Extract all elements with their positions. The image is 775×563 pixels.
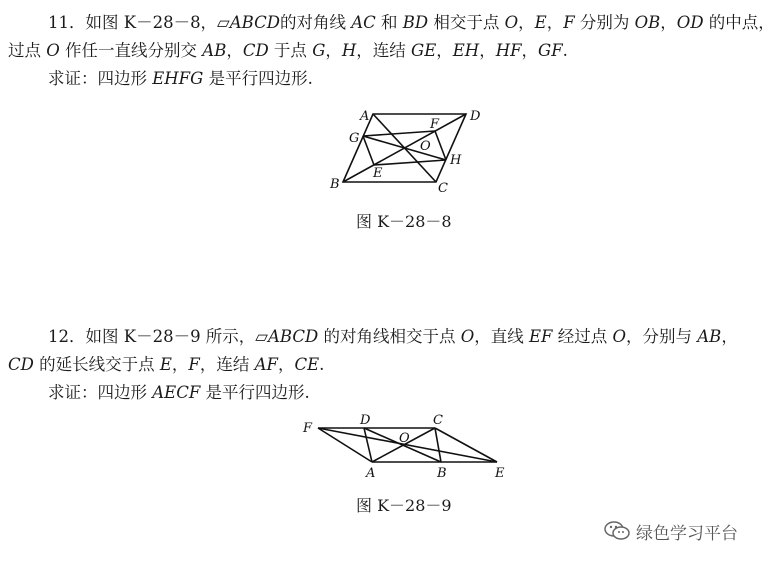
label-e: E: [373, 166, 383, 181]
label-d: D: [470, 109, 481, 124]
label-e: E: [495, 466, 505, 481]
label-a: A: [366, 466, 376, 481]
diagonal-ac: [372, 428, 435, 462]
parallelogram-abcd: [343, 114, 466, 182]
label-o: O: [420, 139, 431, 154]
side-cb: [435, 428, 441, 462]
label-c: C: [433, 413, 443, 428]
problem12-line3: 求证：四边形 AECF 是平行四边形.: [48, 383, 310, 402]
label-o: O: [399, 431, 410, 446]
diagonal-bd: [364, 428, 441, 462]
segment-eh: [374, 160, 446, 165]
problem11-line1: 11．如图 K－28－8，▱ABCD的对角线 AC 和 BD 相交于点 O，E，F 分别为 OB，OD 的中点，: [48, 13, 775, 32]
label-a: A: [360, 109, 370, 124]
label-f: F: [303, 421, 313, 436]
figure-caption-k-28-9: 图 K－28－9: [356, 496, 452, 515]
label-g: G: [349, 131, 360, 146]
label-d: D: [360, 413, 371, 428]
watermark: [604, 517, 738, 545]
label-b: B: [330, 177, 340, 192]
line-gh: [363, 136, 446, 160]
segment-gf: [363, 131, 435, 136]
wechat-icon: [604, 520, 630, 542]
diagonal-bd: [343, 114, 466, 182]
problem12-line2: CD 的延长线交于点 E，F，连结 AF，CE.: [8, 355, 325, 374]
segment-ce: [435, 428, 497, 462]
label-c: C: [438, 181, 448, 196]
problem11-line2: 过点 O 作任一直线分别交 AB，CD 于点 G，H，连结 GE，EH，HF，GF.: [8, 41, 568, 60]
diagonal-ac: [373, 114, 436, 182]
label-f: F: [430, 117, 440, 132]
segment-hf: [435, 131, 446, 160]
label-h: H: [450, 153, 462, 168]
problem12-line1: 12．如图 K－28－9 所示，▱ABCD 的对角线相交于点 O，直线 EF 经过点 O，分别与 AB，: [48, 327, 738, 346]
line-ef: [318, 428, 497, 462]
figure-caption-k-28-8: 图 K－28－8: [356, 212, 452, 231]
segment-fa: [318, 428, 372, 462]
watermark-text: 绿色学习平台: [636, 523, 738, 544]
segment-ge: [363, 136, 374, 165]
problem11-line3: 求证：四边形 EHFG 是平行四边形.: [48, 69, 313, 88]
side-da: [364, 428, 372, 462]
label-b: B: [437, 466, 447, 481]
